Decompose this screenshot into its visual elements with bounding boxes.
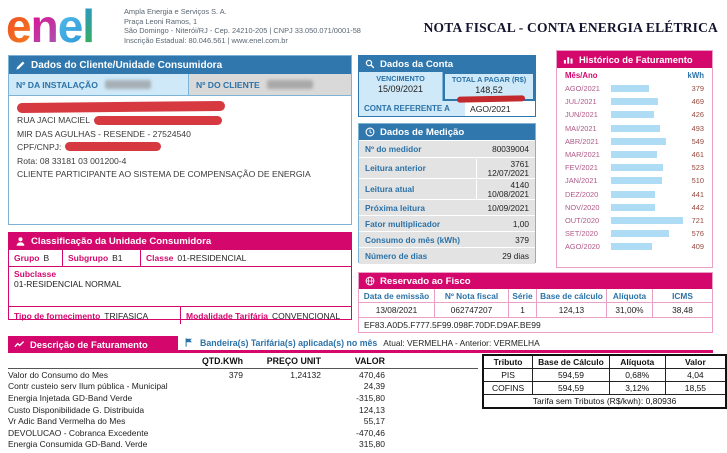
history-bar — [611, 177, 662, 184]
tax-header: Base de Cálculo — [533, 355, 610, 369]
grupo-label: Grupo — [14, 253, 40, 263]
billing-price: 1,24132 — [290, 369, 321, 380]
fisco-value: 13/08/2021 — [359, 303, 435, 317]
billing-value: 315,80 — [359, 439, 385, 450]
metering-panel — [358, 123, 536, 263]
fisco-value: 1 — [509, 303, 537, 317]
company-site: Inscrição Estadual: 80.046.561 | www.enel.com.br — [124, 35, 288, 45]
street: RUA JACI MACIEL — [17, 115, 91, 126]
fisco-header: Data de emissão — [359, 289, 435, 303]
history-bar — [611, 125, 660, 132]
history-kwh: 721 — [691, 215, 704, 225]
month-column-header: Mês/Ano — [565, 71, 598, 80]
billing-table — [8, 356, 478, 450]
fisco-panel — [358, 272, 713, 333]
installation-label: Nº DA INSTALAÇÃO — [16, 79, 98, 90]
meter-row — [359, 200, 535, 215]
meter-label: Próxima leitura — [365, 202, 425, 213]
company-cnpj: São Domingo - Niterói/RJ - Cep. 24210-205 | CNPJ 33.050.071/0001-58 — [124, 26, 361, 36]
subclasse-label: Subclasse — [14, 269, 57, 279]
history-kwh: 510 — [691, 176, 704, 186]
history-kwh: 576 — [691, 229, 704, 239]
meter-row — [359, 158, 535, 178]
history-row — [557, 174, 712, 187]
billing-value: 24,39 — [363, 381, 385, 392]
total-label: TOTAL A PAGAR (R$) — [451, 75, 527, 84]
history-panel-header — [557, 51, 712, 68]
tax-footer-row — [483, 395, 726, 409]
fisco-value: 124,13 — [537, 303, 607, 317]
document-title: NOTA FISCAL - CONTA ENERGIA ELÉTRICA — [423, 20, 718, 35]
logo-letter: l — [82, 0, 94, 52]
address-line — [17, 114, 343, 127]
history-month: DEZ/2020 — [565, 189, 599, 199]
history-kwh: 469 — [691, 97, 704, 107]
tax-cell: 0,68% — [609, 369, 665, 382]
client-number-redacted — [267, 80, 313, 89]
classification-panel-title: Classificação da Unidade Consumidora — [31, 236, 212, 247]
history-month: AGO/2020 — [565, 242, 600, 252]
history-kwh: 523 — [691, 163, 704, 173]
fisco-header: Base de cálculo — [537, 289, 607, 303]
meter-label: Consumo do mês (kWh) — [365, 234, 460, 245]
history-row — [557, 82, 712, 95]
subclasse-value: 01-RESIDENCIAL NORMAL — [14, 279, 122, 289]
fisco-value: 062747207 — [435, 303, 509, 317]
fisco-value: 31,00% — [607, 303, 653, 317]
history-row — [557, 95, 712, 108]
billing-desc: DEVOLUCAO - Cobranca Excedente — [8, 427, 149, 438]
history-month: MAI/2021 — [565, 123, 597, 133]
history-row — [557, 135, 712, 148]
bar-chart-icon — [563, 54, 574, 65]
history-column-headers — [557, 68, 712, 82]
meter-value: 3761 12/07/2021 — [476, 159, 529, 178]
history-bar — [611, 85, 649, 92]
meter-row — [359, 248, 535, 264]
meter-row — [359, 141, 535, 157]
metering-panel-title: Dados de Medição — [380, 126, 465, 138]
history-bar — [611, 243, 652, 250]
fornecimento-cell — [9, 307, 181, 324]
meter-value: 379 — [515, 234, 529, 245]
tariff-flags-title: Bandeira(s) Tarifária(s) aplicada(s) no mês — [200, 337, 378, 348]
tariff-without-taxes: Tarifa sem Tributos (R$/kwh): 0,80936 — [483, 395, 726, 409]
desc-column-header — [8, 356, 198, 366]
tax-cell: 18,55 — [665, 382, 726, 395]
modalidade-label: Modalidade Tarifária — [186, 310, 269, 321]
trend-line-icon — [14, 339, 25, 350]
qty-column-header: QTD.KWh — [201, 356, 243, 366]
meter-row — [359, 179, 535, 199]
account-panel — [358, 55, 536, 117]
meter-value: 10/09/2021 — [487, 202, 529, 213]
classe-cell — [141, 250, 351, 266]
history-row — [557, 214, 712, 227]
classification-panel — [8, 232, 352, 320]
history-row — [557, 201, 712, 214]
tax-header: Alíquota — [609, 355, 665, 369]
fisco-panel-title: Reservado ao Fisco — [380, 275, 471, 287]
history-month: AGO/2021 — [565, 84, 600, 94]
taxes-table — [482, 354, 727, 409]
enel-logo — [6, 0, 94, 52]
history-month: SET/2020 — [565, 229, 598, 239]
history-month: JUN/2021 — [565, 110, 598, 120]
billing-row — [8, 427, 478, 439]
cpf-label: CPF/CNPJ: — [17, 142, 62, 153]
logo-letter: n — [31, 0, 58, 52]
history-month: FEV/2021 — [565, 163, 598, 173]
globe-icon — [365, 276, 375, 286]
history-bar — [611, 191, 655, 198]
fisco-value: 38,48 — [672, 305, 693, 315]
account-panel-title: Dados da Conta — [380, 58, 454, 70]
history-bar — [611, 138, 666, 145]
fisco-table — [359, 289, 712, 317]
subgrupo-label: Subgrupo — [68, 253, 109, 263]
taxes-header-row — [483, 355, 726, 369]
history-kwh: 442 — [691, 202, 704, 212]
subclasse-cell — [9, 267, 351, 307]
pencil-icon — [15, 60, 26, 71]
grupo-cell — [9, 250, 63, 266]
cpf-line — [17, 141, 343, 154]
billing-row — [8, 381, 478, 393]
vencimento-cell — [359, 72, 443, 101]
tax-cell: 4,04 — [665, 369, 726, 382]
history-bar — [611, 111, 654, 118]
compensation-line: CLIENTE PARTICIPANTE AO SISTEMA DE COMPENSAÇÃO DE ENERGIA — [17, 169, 311, 180]
billing-row — [8, 392, 478, 404]
billing-desc: Energia Consumida GD-Band. Verde — [8, 439, 148, 450]
modalidade-value: CONVENCIONAL — [272, 310, 341, 321]
billing-row — [8, 439, 478, 451]
vencimento-value: 15/09/2021 — [377, 84, 424, 94]
client-panel-header — [9, 56, 351, 74]
classification-panel-header — [9, 233, 351, 250]
billing-desc: Custo Disponibilidade G. Distribuida — [8, 404, 145, 415]
history-kwh: 493 — [691, 123, 704, 133]
history-bar — [611, 204, 655, 211]
tax-header: Tributo — [483, 355, 533, 369]
history-kwh: 426 — [691, 110, 704, 120]
classe-label: Classe — [146, 253, 174, 263]
classification-row-3 — [9, 307, 351, 324]
redaction-bar — [17, 101, 225, 113]
meter-row — [359, 232, 535, 247]
billing-value: 55,17 — [363, 416, 385, 427]
rota-line: Rota: 08 33181 03 001200-4 — [17, 155, 127, 166]
account-panel-header — [359, 56, 535, 72]
history-kwh: 441 — [691, 189, 704, 199]
redaction-bar — [65, 142, 161, 151]
billing-row — [8, 415, 478, 427]
logo-letter: e — [58, 0, 83, 52]
installation-number-redacted — [105, 80, 151, 89]
kwh-column-header: kWh — [687, 71, 704, 80]
billing-table-header — [8, 356, 478, 369]
meter-label: Número de dias — [365, 251, 428, 261]
price-column-header: PREÇO UNIT — [266, 356, 321, 366]
company-name: Ampla Energia e Serviços S. A. — [124, 7, 227, 16]
billing-qty: 379 — [228, 369, 243, 380]
tax-row — [483, 369, 726, 382]
tax-cell: 3,12% — [609, 382, 665, 395]
tax-row — [483, 382, 726, 395]
history-row — [557, 161, 712, 174]
client-address-block — [9, 96, 351, 186]
billing-desc: Energia Injetada GD-Band Verde — [8, 392, 133, 403]
client-number-cell — [189, 74, 351, 95]
history-row — [557, 188, 712, 201]
value-column-header: VALOR — [354, 356, 385, 366]
history-month: ABR/2021 — [565, 136, 599, 146]
history-bar — [611, 230, 669, 237]
fisco-header: ICMS — [653, 289, 712, 303]
metering-panel-header — [359, 124, 535, 140]
fornecimento-label: Tipo de fornecimento — [14, 310, 101, 321]
history-kwh: 379 — [691, 84, 704, 94]
history-kwh: 409 — [691, 242, 704, 252]
meter-row — [359, 216, 535, 231]
billing-history-panel — [556, 50, 713, 268]
history-panel-title: Histórico de Faturamento — [579, 54, 693, 65]
vencimento-label: VENCIMENTO — [376, 74, 425, 83]
due-total-row — [359, 72, 535, 101]
redaction-bar — [94, 116, 222, 125]
person-icon — [15, 236, 26, 247]
history-row — [557, 227, 712, 240]
billing-row — [8, 404, 478, 416]
billing-value: 470,46 — [359, 369, 385, 380]
history-row — [557, 108, 712, 121]
tax-header: Valor — [665, 355, 726, 369]
classe-value: 01-RESIDENCIAL — [177, 253, 247, 263]
flag-icon — [184, 337, 194, 348]
company-info — [124, 7, 384, 45]
reference-row — [359, 101, 535, 116]
billing-row — [8, 369, 478, 381]
search-icon — [365, 59, 375, 69]
history-month: MAR/2021 — [565, 150, 600, 160]
history-row — [557, 122, 712, 135]
history-month: JUL/2021 — [565, 97, 597, 107]
billing-value: -315,80 — [356, 392, 385, 403]
tax-cell: PIS — [483, 369, 533, 382]
fisco-header: Série — [509, 289, 537, 303]
subgrupo-value: B1 — [112, 253, 123, 263]
history-bar — [611, 217, 683, 224]
meter-value: 80039004 — [492, 144, 529, 154]
history-kwh: 549 — [691, 136, 704, 146]
fisco-header: Alíquota — [607, 289, 653, 303]
address-line: MIR DAS AGULHAS - RESENDE - 27524540 — [17, 128, 191, 139]
billing-value: -470,46 — [356, 427, 385, 438]
history-bar — [611, 164, 663, 171]
total-cell — [443, 72, 535, 101]
tax-cell: 594,59 — [533, 382, 610, 395]
referente-label: CONTA REFERENTE A — [359, 101, 465, 116]
referente-value: AGO/2021 — [470, 103, 511, 114]
logo-letter: e — [6, 0, 31, 52]
total-value: 148,52 — [475, 85, 503, 95]
history-bar — [611, 151, 657, 158]
subgrupo-cell — [63, 250, 141, 266]
meter-value: 1,00 — [512, 218, 529, 229]
meter-label: Fator multiplicador — [365, 218, 441, 229]
client-panel-title: Dados do Cliente/Unidade Consumidora — [31, 59, 223, 71]
modalidade-cell — [181, 307, 351, 324]
installation-row — [9, 74, 351, 96]
client-panel — [8, 55, 352, 225]
client-name-line — [17, 101, 343, 114]
history-bar — [611, 98, 658, 105]
billing-description-title: Descrição de Faturamento — [30, 338, 148, 350]
history-month: JAN/2021 — [565, 176, 598, 186]
meter-value: 29 dias — [502, 251, 529, 261]
history-month: OUT/2020 — [565, 215, 600, 225]
clock-icon — [365, 127, 375, 137]
fisco-header: Nº Nota fiscal — [435, 289, 509, 303]
history-kwh: 461 — [691, 150, 704, 160]
fisco-auth-code: EF83.A0D5.F777.5F99.098F.70DF.D9AF.BE99 — [359, 317, 712, 333]
installation-cell — [9, 74, 189, 95]
tariff-flags-line — [184, 337, 540, 348]
tax-cell: 594,59 — [533, 369, 610, 382]
magenta-divider — [8, 350, 713, 353]
company-address: Praça Leoni Ramos, 1 — [124, 16, 198, 26]
history-row — [557, 148, 712, 161]
tax-cell: COFINS — [483, 382, 533, 395]
classification-row-1 — [9, 250, 351, 267]
billing-desc: Vr Adic Band Vermelha do Mes — [8, 416, 126, 427]
tariff-flags-status: Atual: VERMELHA - Anterior: VERMELHA — [383, 337, 540, 348]
grupo-value: B — [43, 253, 50, 263]
fisco-panel-header — [359, 273, 712, 289]
meter-value: 4140 10/08/2021 — [476, 180, 529, 199]
client-number-label: Nº DO CLIENTE — [196, 79, 260, 90]
billing-desc: Valor do Consumo do Mes — [8, 369, 109, 380]
billing-desc: Contr custeio serv Ilum pública - Municipal — [8, 381, 168, 392]
meter-label: Nº do medidor — [365, 144, 422, 154]
meter-label: Leitura anterior — [365, 163, 426, 173]
history-month: NOV/2020 — [565, 202, 600, 212]
billing-value: 124,13 — [359, 404, 385, 415]
fornecimento-value: TRIFASICA — [104, 310, 149, 321]
history-row — [557, 240, 712, 253]
meter-label: Leitura atual — [365, 184, 415, 194]
